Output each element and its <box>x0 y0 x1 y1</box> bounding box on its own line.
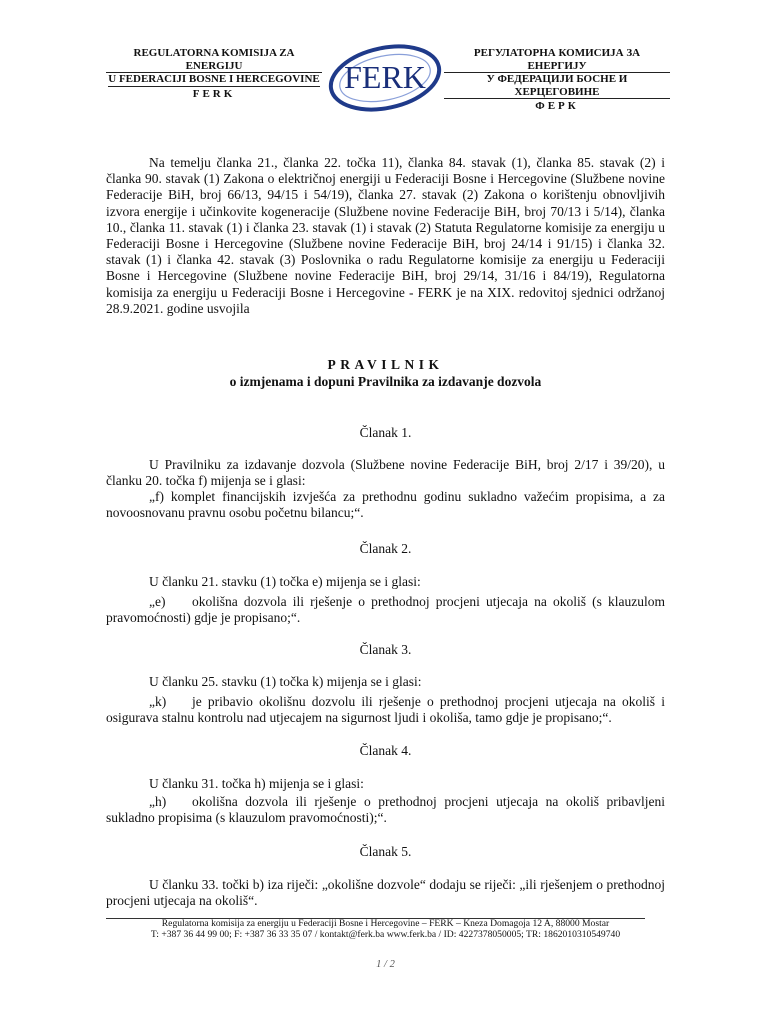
document-subtitle: o izmjenama i dopuni Pravilnika za izdavanje dozvola <box>229 374 542 389</box>
article-1-heading: Članak 1. <box>359 425 412 440</box>
header-left-line2: U FEDERACIJI BOSNE I HERCEGOVINE <box>108 73 320 85</box>
ferk-logo <box>326 38 444 114</box>
article-1-item-label: „f) <box>149 489 164 504</box>
article-3-item <box>106 694 665 726</box>
footer-address: Regulatorna komisija za energiju u Federaciji Bosne i Hercegovine – FERK – Kneza Domagoja 12 A, 88000 Mostar <box>161 918 610 929</box>
article-2-item-text: okolišna dozvola ili rješenje o prethodnoj procjeni utjecaja na okoliš (s klauzulom pravomoćnosti) gdje je propisano;“. <box>106 594 665 626</box>
article-1-intro: U Pravilniku za izdavanje dozvola (Službene novine Federacije BiH, broj 2/17 i 39/20), u članku 20. točka f) mijenja se i glasi: <box>106 457 665 489</box>
article-3-item-label: „k) <box>149 694 167 709</box>
article-3-heading: Članak 3. <box>359 642 412 657</box>
header-left <box>106 47 322 100</box>
article-2-heading: Članak 2. <box>359 541 412 556</box>
preamble: Na temelju članka 21., članka 22. točka 11), članka 84. stavak (1), članka 85. stavak (2) i članka 90. stavak (1) Zakona o električnoj energiji u Federaciji Bosne i Hercegovine (Službene novine Federacije BiH, broj 66/13, 94/15 i 54/19), članka 27. stavak (2) Zakona o korištenju obnovljivih izvora energije i učinkovite kogeneracije (Službene novine Federacije BiH, broj 70/13 i 5/14), članka 10., članka 11. stavak (1) i članka 23. stavak (1) i stavak (2) Statuta Regulatorne komisije za energiju u Federaciji Bosne i Hercegovine (Službene novine Federacije BiH, broj 24/14 i 91/15) i članka 32. stavak (1) i članka 42. stavak (3) Poslovnika o radu Regulatorne komisije za energiju u Federaciji Bosne i Hercegovine (Službene novine Federacije BiH, broj 29/14, 31/16 i 84/19), Regulatorna komisija za energiju u Federaciji Bosne i Hercegovine - FERK je na XIX. redovitoj sjednici održanoj 28.9.2021. godine usvojila <box>106 155 665 316</box>
document-title: PRAVILNIK <box>327 357 444 372</box>
article-5-heading: Članak 5. <box>359 844 412 859</box>
article-4-item <box>106 794 665 826</box>
article-2-item <box>106 594 665 626</box>
header-right-line2: У ФЕДЕРАЦИЈИ БОСНЕ И ХЕРЦЕГОВИНЕ <box>444 73 670 99</box>
article-1-item <box>106 489 665 521</box>
article-1-item-text: komplet financijskih izvješća za prethodnu godinu sukladno važećim propisima, a za novoosnovanu pravnu osobu početnu bilancu;“. <box>106 489 665 521</box>
header-right-line1: РЕГУЛАТОРНА КОМИСИЈА ЗА ЕНЕРГИЈУ <box>444 47 670 73</box>
article-3-item-text: je pribavio okolišnu dozvolu ili rješenje o prethodnoj procjeni utjecaja na okoliš i osigurava stalnu kontrolu nad utjecajem na sigurnost ljudi i okoliša, tamo gdje je propisano;“. <box>106 694 665 726</box>
header-right <box>444 47 670 113</box>
header-left-abbr: FERK <box>192 87 236 100</box>
article-3-intro: U članku 25. stavku (1) točka k) mijenja se i glasi: <box>149 674 422 689</box>
footer-contact: T: +387 36 44 99 00; F: +387 36 33 35 07 / kontakt@ferk.ba www.ferk.ba / ID: 4227378050005; TR: 1862010310549740 <box>150 929 621 940</box>
logo-text: FERK <box>344 59 426 95</box>
header-left-line1: REGULATORNA KOMISIJA ZA ENERGIJU <box>106 47 322 73</box>
page-number: 1 / 2 <box>376 959 395 970</box>
article-4-item-text: okolišna dozvola ili rješenje o prethodnoj procjeni utjecaja na okoliš pribavljeni sukladno propisima (s klauzulom pravomoćnosti);“. <box>106 794 665 826</box>
article-5-intro: U članku 33. točki b) iza riječi: „okolišne dozvole“ dodaju se riječi: „ili rješenjem o prethodnoj procjeni utjecaja na okoliš“. <box>106 877 665 909</box>
article-4-heading: Članak 4. <box>359 743 412 758</box>
article-4-item-label: „h) <box>149 794 167 809</box>
article-2-intro: U članku 21. stavku (1) točka e) mijenja se i glasi: <box>149 574 421 589</box>
article-2-item-label: „e) <box>149 594 166 609</box>
header-right-abbr: ФЕРК <box>535 100 579 112</box>
article-4-intro: U članku 31. točka h) mijenja se i glasi: <box>149 776 364 791</box>
